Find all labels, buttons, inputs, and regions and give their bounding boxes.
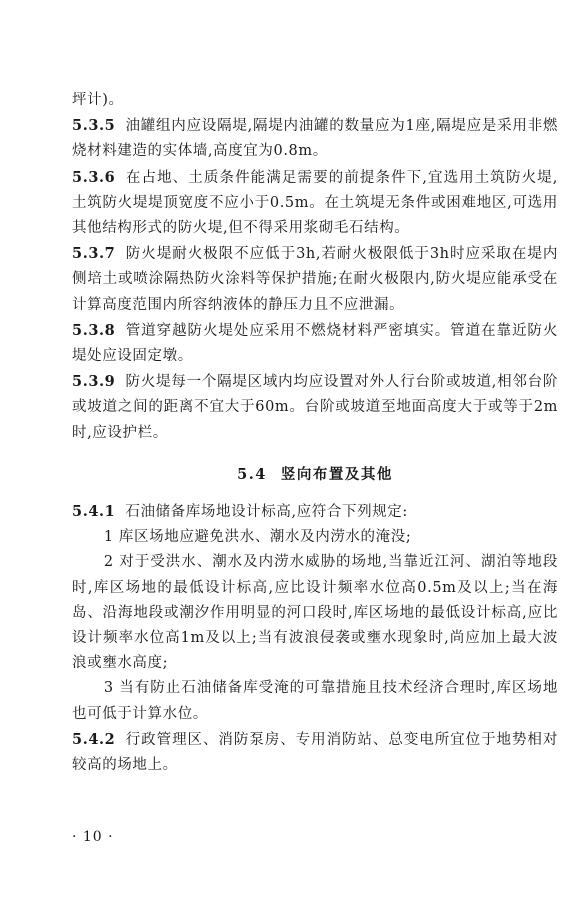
- section-number: 5.4: [237, 465, 267, 483]
- section-title: 竖向布置及其他: [280, 465, 393, 483]
- page-number: · 10 ·: [72, 829, 114, 845]
- opening-fragment: 坪计)。: [72, 92, 124, 108]
- clause-5-3-7: [72, 241, 558, 318]
- clause-text: 石油储备库场地设计标高,应符合下列规定:: [125, 504, 408, 521]
- clause-text: 油罐组内应设隔堤,隔堤内油罐的数量应为1座,隔堤应是采用非燃烧材料建造的实体墙,高度宜为0.8m。: [72, 118, 558, 160]
- clause-number: 5.4.2: [72, 730, 116, 748]
- list-item: 1 库区场地应避免洪水、潮水及内涝水的淹没;: [103, 529, 412, 546]
- body-text: [72, 88, 558, 778]
- clause-5-3-9: [72, 369, 558, 446]
- section-heading: [72, 462, 558, 487]
- clause-number: 5.3.8: [72, 321, 116, 339]
- list-item: 2 对于受洪水、潮水及内涝水威胁的场地,当靠近江河、湖泊等地段时,库区场地的最低设计标高,应比设计频率水位高0.5m及以上;当在海岛、沿海地段或潮汐作用明显的河口段时,库区场地的最低设计标高,应比设计频率水位高1m及以上;当有波浪侵袭或壅水现象时,尚应加上最大波浪或壅水高度;: [72, 554, 558, 672]
- clause-text: 在占地、土质条件能满足需要的前提条件下,宜选用土筑防火堤,土筑防火堤堤顶宽度不应小于0.5m。在土筑堤无条件或困难地区,可选用其他结构形式的防火堤,但不得采用浆砌毛石结构。: [72, 169, 558, 237]
- clause-text: 行政管理区、消防泵房、专用消防站、总变电所宜位于地势相对较高的场地上。: [72, 731, 558, 774]
- clause-number: 5.3.7: [72, 245, 116, 263]
- clause-text: 防火堤每一个隔堤区域内均应设置对外人行台阶或坡道,相邻台阶或坡道之间的距离不宜大于60m。台阶或坡道至地面高度大于或等于2m时,应设护栏。: [72, 374, 558, 441]
- clause-5-4-2: [72, 727, 558, 778]
- clause-number: 5.3.6: [72, 168, 116, 186]
- clause-5-3-5: [72, 113, 558, 164]
- clause-number: 5.4.1: [72, 503, 116, 521]
- clause-text: 管道穿越防火堤处应采用不燃烧材料严密填实。管道在靠近防火堤处应设固定墩。: [72, 322, 558, 365]
- clause-5-4-1: [72, 499, 558, 525]
- clause-5-3-8: [72, 318, 558, 369]
- list-item: 3 当有防止石油储备库受淹的可靠措施且技术经济合理时,库区场地也可低于计算水位。: [72, 680, 558, 722]
- clause-number: 5.3.9: [72, 373, 116, 391]
- clause-number: 5.3.5: [72, 117, 116, 135]
- clause-text: 防火堤耐火极限不应低于3h,若耐火极限低于3h时应采取在堤内侧培土或喷涂隔热防火涂料等保护措施;在耐火极限内,防火堤应能承受在计算高度范围内所容纳液体的静压力且不应泄漏。: [72, 246, 558, 313]
- clause-5-3-6: [72, 165, 558, 242]
